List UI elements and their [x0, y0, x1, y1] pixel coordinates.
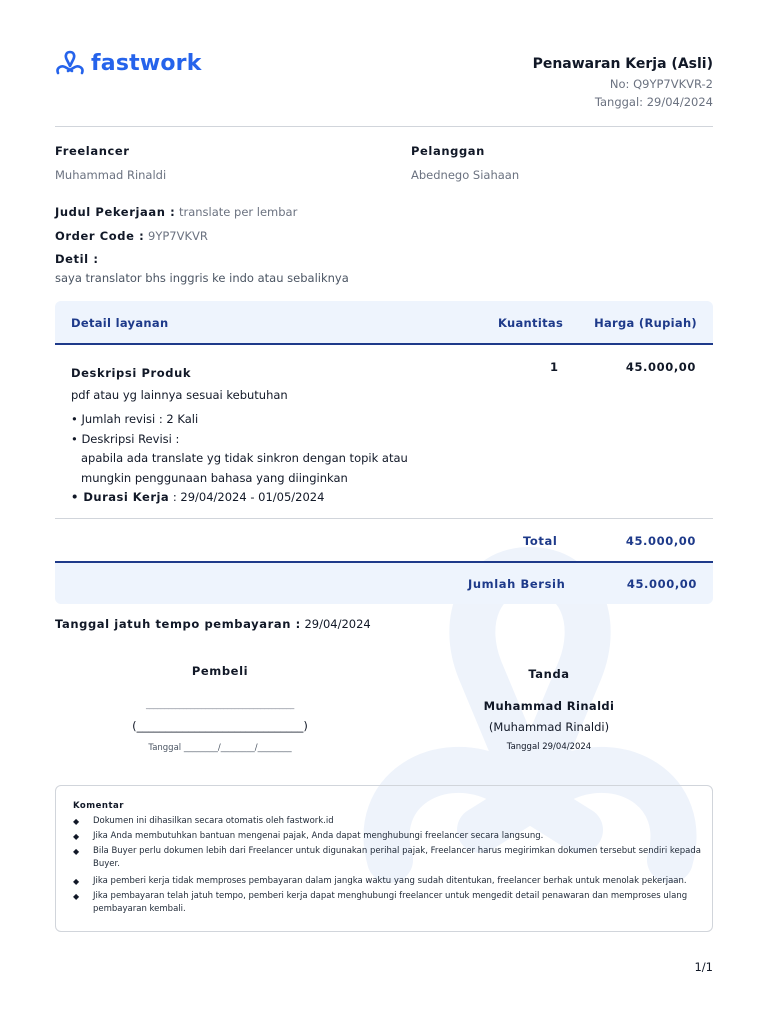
comment-item: ◆ Bila Buyer perlu dokumen lebih dari Freelancer untuk digunakan perihal pajak, Freelancer harus megirimkan dokumen tersebut sendiri kepada Buyer.: [73, 846, 701, 869]
item-duration-label: • Durasi Kerja: [71, 490, 170, 504]
job-title-value: translate per lembar: [178, 205, 298, 219]
brand-name: fastwork: [91, 50, 202, 76]
col-price-header: Harga (Rupiah): [594, 316, 697, 330]
order-code-label: Order Code :: [55, 229, 145, 243]
comment-item: ◆ Jika pembayaran telah jatuh tempo, pemberi kerja dapat menghubungi freelancer untuk mengedit detail penawaran dan memproses ulang pembayaran kembali.: [73, 891, 688, 914]
customer-label: Pelanggan: [411, 144, 485, 158]
due-date-label: Tanggal jatuh tempo pembayaran :: [55, 617, 301, 631]
seller-name: Muhammad Rinaldi: [483, 699, 615, 713]
item-qty: 1: [550, 360, 559, 374]
item-revision-desc-line2: mungkin penggunaan bahasa yang diinginkan: [81, 471, 348, 485]
item-description: pdf atau yg lainnya sesuai kebutuhan: [71, 388, 288, 402]
item-duration: [71, 490, 324, 504]
item-revision-desc-label: • Deskripsi Revisi :: [71, 432, 180, 446]
document-number: No: Q9YP7VKVR-2: [609, 77, 713, 91]
due-date-field: [55, 617, 371, 631]
freelancer-label: Freelancer: [55, 144, 130, 158]
net-total-row: [55, 561, 713, 604]
item-duration-value: : 29/04/2024 - 01/05/2024: [169, 490, 325, 504]
seller-name-paren: (Muhammad Rinaldi): [488, 720, 610, 734]
net-label: Jumlah Bersih: [468, 577, 566, 591]
buyer-label: Pembeli: [191, 664, 249, 678]
comment-item: ◆ Jika pemberi kerja tidak memproses pembayaran dalam jangka waktu yang sudah ditentukan, freelancer berhak untuk menolak pekerjaan.: [73, 876, 687, 886]
item-revision-count: • Jumlah revisi : 2 Kali: [71, 412, 199, 426]
comment-item: ◆ Jika Anda membutuhkan bantuan mengenai pajak, Anda dapat menghubungi freelancer secara langsung.: [73, 831, 544, 841]
comments-box: [55, 785, 713, 932]
item-row-divider: [55, 518, 713, 519]
job-title-field: [55, 205, 297, 219]
page-number: 1/1: [694, 960, 713, 974]
item-revision-desc-line1: apabila ada translate yg tidak sinkron dengan topik atau: [81, 451, 408, 465]
freelancer-name: Muhammad Rinaldi: [55, 168, 167, 182]
header-divider: [55, 126, 713, 127]
fastwork-logo-icon: [55, 50, 85, 76]
document-date: Tanggal: 29/04/2024: [594, 95, 713, 109]
net-value: 45.000,00: [626, 577, 697, 591]
detail-value: saya translator bhs inggris ke indo atau sebaliknya: [55, 271, 349, 285]
diamond-bullet-icon: ◆: [73, 877, 80, 886]
col-service-header: Detail layanan: [71, 316, 169, 330]
buyer-signature-line: ________________________________________: [145, 700, 294, 709]
col-qty-header: Kuantitas: [498, 316, 564, 330]
brand-logo: [55, 50, 202, 76]
order-code-field: [55, 229, 208, 243]
service-table-header: [55, 301, 713, 345]
diamond-bullet-icon: ◆: [73, 847, 80, 856]
job-title-label: Judul Pekerjaan :: [55, 205, 176, 219]
comments-title: Komentar: [73, 801, 124, 811]
document-title: Penawaran Kerja (Asli): [532, 56, 713, 72]
total-value: 45.000,00: [625, 534, 696, 548]
item-heading: Deskripsi Produk: [71, 366, 192, 380]
buyer-name-line: (_____________________________): [132, 719, 308, 733]
order-code-value: 9YP7VKVR: [148, 229, 208, 243]
due-date-value: 29/04/2024: [300, 617, 371, 631]
buyer-date: Tanggal ________/________/________: [148, 743, 292, 753]
diamond-bullet-icon: ◆: [73, 832, 80, 841]
diamond-bullet-icon: ◆: [73, 817, 80, 826]
detail-field-label: Detil :: [55, 252, 99, 266]
sign-label: Tanda: [528, 667, 570, 681]
diamond-bullet-icon: ◆: [73, 892, 80, 901]
customer-name: Abednego Siahaan: [411, 168, 520, 182]
total-label: Total: [523, 534, 558, 548]
seller-date: Tanggal 29/04/2024: [506, 742, 592, 752]
item-price: 45.000,00: [625, 360, 696, 374]
comment-item: ◆ Dokumen ini dihasilkan secara otomatis oleh fastwork.id: [73, 816, 334, 826]
